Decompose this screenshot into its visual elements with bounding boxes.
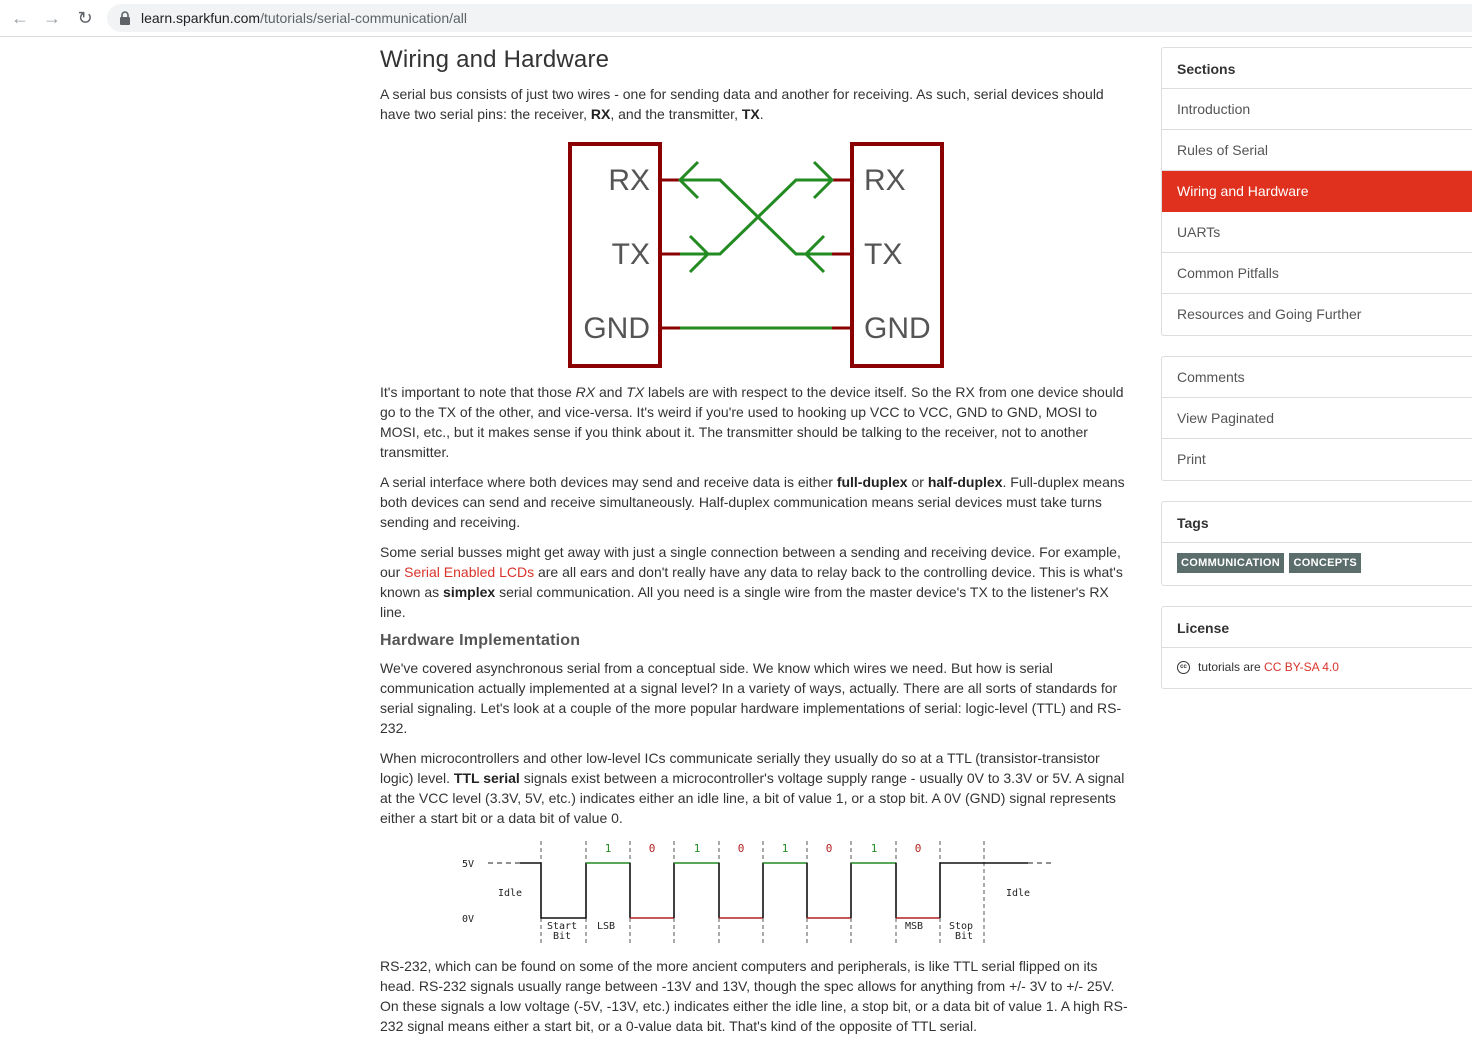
label-left-gnd: GND — [583, 312, 650, 345]
lock-icon — [119, 11, 131, 25]
svg-text:0: 0 — [737, 842, 745, 855]
section-uarts[interactable]: UARTs — [1162, 212, 1472, 253]
browser-toolbar — [0, 0, 1472, 37]
actions-panel — [1161, 356, 1472, 481]
svg-text:0: 0 — [825, 842, 833, 855]
paragraph-rx-tx-note: It's important to note that those RX and TX labels are with respect to the device itself. So the RX from one device should go to the TX of the other, and vice-versa. It's weird if you're used to hooking up VCC to VCC, GND to GND, MOSI to MOSI, etc., but it makes sense if you think about it. The transmitter should be talking to the receiver, not to another transmitter. — [380, 384, 1124, 460]
section-wiring-and-hardware[interactable]: Wiring and Hardware — [1162, 171, 1472, 212]
back-arrow-icon[interactable]: ← — [11, 7, 29, 28]
waveform — [520, 863, 1031, 918]
label-start-bit: Bit — [553, 931, 572, 942]
sections-heading: Sections — [1162, 48, 1472, 89]
label-stop-bit: Bit — [955, 931, 974, 942]
label-msb: MSB — [905, 921, 924, 932]
label-0v: 0V — [462, 914, 475, 925]
tags-panel — [1161, 501, 1472, 586]
svg-text:1: 1 — [781, 842, 789, 855]
license-panel — [1161, 606, 1472, 689]
sidebar — [1161, 47, 1472, 709]
tag-concepts[interactable]: CONCEPTS — [1289, 553, 1361, 573]
paragraph-simplex: Some serial busses might get away with just a single connection between a sending and receiving device. For example, our Serial Enabled LCDs are all ears and don't really have any data to relay back to the controlling device. This is what's known as simplex serial communication. All you need is a single wire from the master device's TX to the listener's RX line. — [380, 544, 1123, 620]
url-text — [141, 10, 467, 26]
paragraph-rs232: RS-232, which can be found on some of the more ancient computers and peripherals, is like TTL serial flipped on its head. RS-232 signals usually range between -13V and 13V, though the spec allows for anything from +/- 3V to +/- 25V. On these signals a low voltage (-5V, -13V, etc.) indicates either the idle line, a stop bit, or a data bit of value 1. A high RS-232 signal means either a start bit, or a 0-value data bit. That's kind of the opposite of TTL serial. — [380, 958, 1128, 1034]
license-link[interactable]: CC BY-SA 4.0 — [1264, 660, 1339, 674]
forward-arrow-icon[interactable]: → — [43, 7, 61, 28]
rx-tx-wiring-diagram — [568, 142, 944, 370]
label-idle-left: Idle — [498, 888, 523, 899]
section-resources[interactable]: Resources and Going Further — [1177, 306, 1362, 322]
print-link[interactable]: Print — [1177, 451, 1206, 467]
article-content — [380, 46, 1130, 1044]
svg-text:1: 1 — [604, 842, 612, 855]
label-left-rx: RX — [608, 164, 650, 197]
license-text: tutorials are — [1198, 660, 1261, 674]
svg-text:0: 0 — [648, 842, 656, 855]
crossover-wires — [680, 162, 832, 328]
svg-text:0: 0 — [914, 842, 922, 855]
page-title: Wiring and Hardware — [380, 46, 610, 73]
paragraph-serial-bus: A serial bus consists of just two wires - one for sending data and another for receiving. As such, serial devices should have two serial pins: the receiver, RX, and the transmitter, TX. — [380, 86, 1104, 122]
label-idle-right: Idle — [1006, 888, 1031, 899]
label-5v: 5V — [462, 859, 475, 870]
view-paginated-link[interactable]: View Paginated — [1162, 398, 1472, 439]
label-right-rx: RX — [864, 164, 906, 197]
hardware-implementation-heading: Hardware Implementation — [380, 632, 581, 649]
ttl-timing-diagram — [460, 838, 1060, 946]
reload-icon[interactable]: ↻ — [77, 7, 93, 28]
paragraph-signal-level: We've covered asynchronous serial from a conceptual side. We know which wires we need. But how is serial communication actually implemented at a signal level? In a variety of ways, actually. There are all sorts of standards for serial signaling. Let's look at a couple of the more popular hardware implementations of serial: logic-level (TTL) and RS-232. — [380, 660, 1122, 736]
license-heading: License — [1162, 607, 1472, 648]
section-rules-of-serial[interactable]: Rules of Serial — [1162, 130, 1472, 171]
url-domain: learn.sparkfun.com — [141, 10, 261, 26]
label-left-tx: TX — [611, 238, 650, 271]
paragraph-duplex: A serial interface where both devices may send and receive data is either full-duplex or half-duplex. Full-duplex means both devices can send and receive simultaneously. Half-duplex communication means serial devices must take turns sending and receiving. — [380, 474, 1125, 530]
url-path: /tutorials/serial-communication/all — [260, 10, 468, 26]
svg-text:1: 1 — [870, 842, 878, 855]
tags-heading: Tags — [1162, 502, 1472, 543]
label-right-tx: TX — [864, 238, 903, 271]
sections-panel — [1161, 47, 1472, 336]
tag-communication[interactable]: COMMUNICATION — [1177, 553, 1284, 573]
label-right-gnd: GND — [864, 312, 931, 345]
creative-commons-icon: cc — [1177, 661, 1190, 674]
comments-link[interactable]: Comments — [1162, 357, 1472, 398]
svg-text:1: 1 — [693, 842, 701, 855]
label-start: Start — [547, 921, 578, 932]
serial-lcds-link[interactable]: Serial Enabled LCDs — [404, 564, 535, 580]
paragraph-ttl: When microcontrollers and other low-level ICs communicate serially they usually do so at a TTL (transistor-transistor logic) level. TTL serial signals exist between a microcontroller's voltage supply range - usually 0V to 3.3V or 5V. A signal at the VCC level (3.3V, 5V, etc.) indicates either an idle line, a bit of value 1, or a stop bit. A 0V (GND) signal represents either a start bit or a data bit of value 0. — [380, 750, 1125, 826]
section-common-pitfalls[interactable]: Common Pitfalls — [1162, 253, 1472, 294]
label-stop: Stop — [949, 921, 974, 932]
address-bar[interactable] — [107, 4, 1472, 32]
label-lsb: LSB — [597, 921, 616, 932]
section-introduction[interactable]: Introduction — [1162, 89, 1472, 130]
